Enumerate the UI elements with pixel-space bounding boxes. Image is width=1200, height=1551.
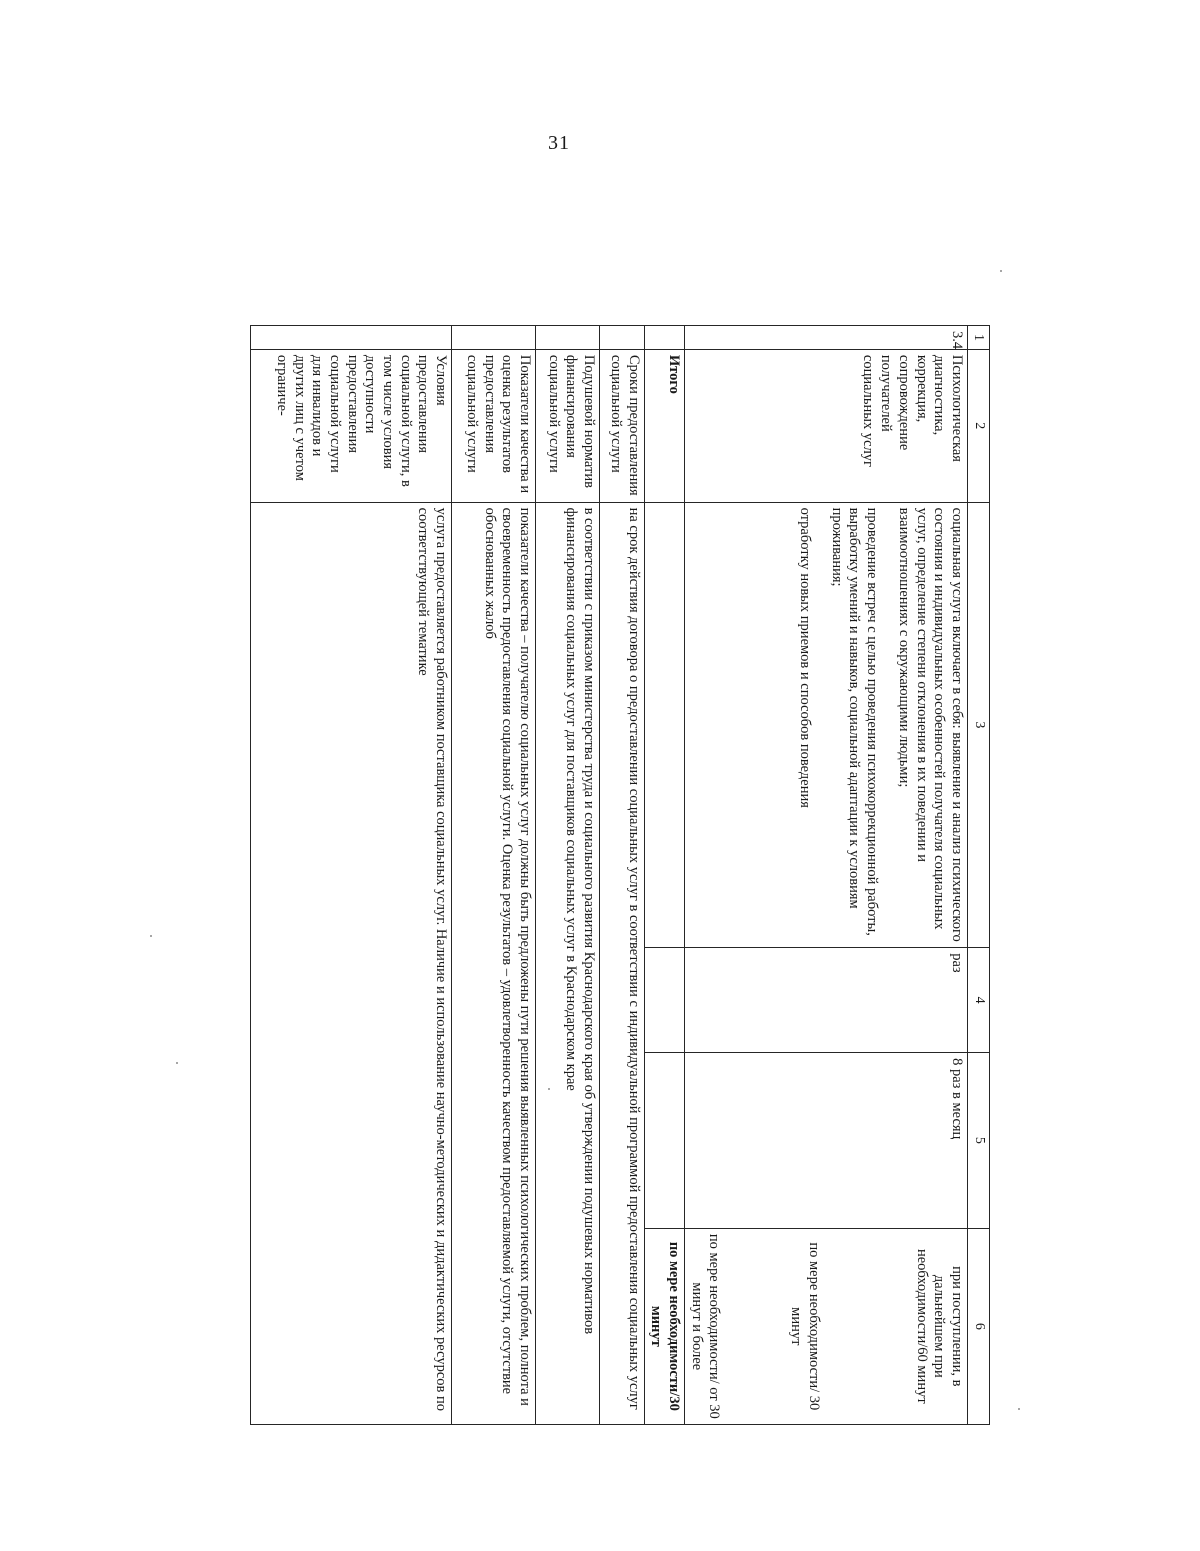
detail-row: [251, 326, 452, 1425]
description-paragraph: проведение встреч с целью проведения психокоррекционной работы, выработку умений и навыков, социальной адаптации к условиям проживания;: [828, 507, 881, 936]
service-frequency: 8 раз в месяц: [685, 1053, 968, 1229]
total-label: Итого: [644, 349, 684, 502]
detail-empty: [452, 326, 536, 350]
detail-text: показатели качества – получателю социальных услуг должны быть предложены пути решения выявленных психологических проблем, полнота и своевременность предоставления социальной услуги. Оценка результатов – удовлетворенность качеством предоставляемой услуги, отсутствие обоснованных жалоб: [452, 502, 536, 1424]
service-timing: [685, 1228, 968, 1424]
service-name: Психологическая диагностика, коррекция, сопровождение получателей социальных услуг: [685, 349, 968, 502]
header-col-6: 6: [967, 1228, 989, 1424]
header-col-4: 4: [967, 948, 989, 1053]
service-row: [685, 326, 968, 1425]
total-empty: [644, 326, 684, 350]
detail-row: [452, 326, 536, 1425]
header-col-3: 3: [967, 502, 989, 948]
description-paragraph: отработку новых приемов и способов поведения: [797, 507, 814, 808]
page-number: 31: [548, 132, 570, 154]
total-empty: [644, 948, 684, 1053]
detail-label: Показатели качества и оценка результатов предоставления социальной услуги: [452, 349, 536, 502]
scan-speck: [1000, 270, 1002, 272]
detail-text: услуга предоставляется работником поставщика социальных услуг. Наличие и использование научно-методических и дидактических ресурсов по соответствующей тематике: [251, 502, 452, 1424]
scan-speck: [1018, 1408, 1020, 1410]
scan-speck: [176, 1062, 178, 1064]
header-col-5: 5: [967, 1053, 989, 1229]
service-description: [685, 502, 968, 948]
detail-text: в соответствии с приказом министерства труда и социального развития Краснодарского края об утверждении подушевых нормативов финансирования социальных услуг для поставщиков социальных услуг в Краснодарском крае: [535, 502, 599, 1424]
timing-entry: при поступлении, в дальнейшем при необходимости/60 минут: [913, 1248, 965, 1404]
detail-label: Подушевой норматив финансирования социальной услуги: [535, 349, 599, 502]
detail-row: [600, 326, 645, 1425]
header-col-1: 1: [967, 326, 989, 350]
total-row: [644, 326, 684, 1425]
rotated-table-container: [250, 325, 990, 1425]
detail-text: на срок действия договора о предоставлении социальных услуг в соответствии с индивидуальной программой предоставления социальных услуг: [600, 502, 645, 1424]
scan-speck: [150, 935, 152, 937]
service-unit: раз: [685, 948, 968, 1053]
services-table: [250, 325, 990, 1425]
detail-row: [535, 326, 599, 1425]
total-timing: по мере необходимости/30 минут: [644, 1228, 684, 1424]
detail-empty: [251, 326, 452, 350]
detail-label: Сроки предоставления социальной услуги: [600, 349, 645, 502]
timing-entry: по мере необходимости/ 30 минут: [788, 1242, 822, 1411]
description-paragraph: социальная услуга включает в себя: выявление и анализ психического состояния и индивидуальных особенностей получателя социальных услуг, определение степени отклонения в их поведении и взаимоотношениях с окружающими людьми;: [895, 507, 965, 942]
detail-empty: [600, 326, 645, 350]
header-col-2: 2: [967, 349, 989, 502]
detail-empty: [535, 326, 599, 350]
detail-label: Условия предоставления социальной услуги, в том числе условия доступности предоставления социальной услуги для инвалидов и других лиц с учетом ограниче-: [251, 349, 452, 502]
header-row: [967, 326, 989, 1425]
total-empty: [644, 502, 684, 948]
timing-entry: по мере необходимости/ от 30 минут и более: [688, 1233, 723, 1419]
total-empty: [644, 1053, 684, 1229]
service-number: 3.4: [685, 326, 968, 350]
